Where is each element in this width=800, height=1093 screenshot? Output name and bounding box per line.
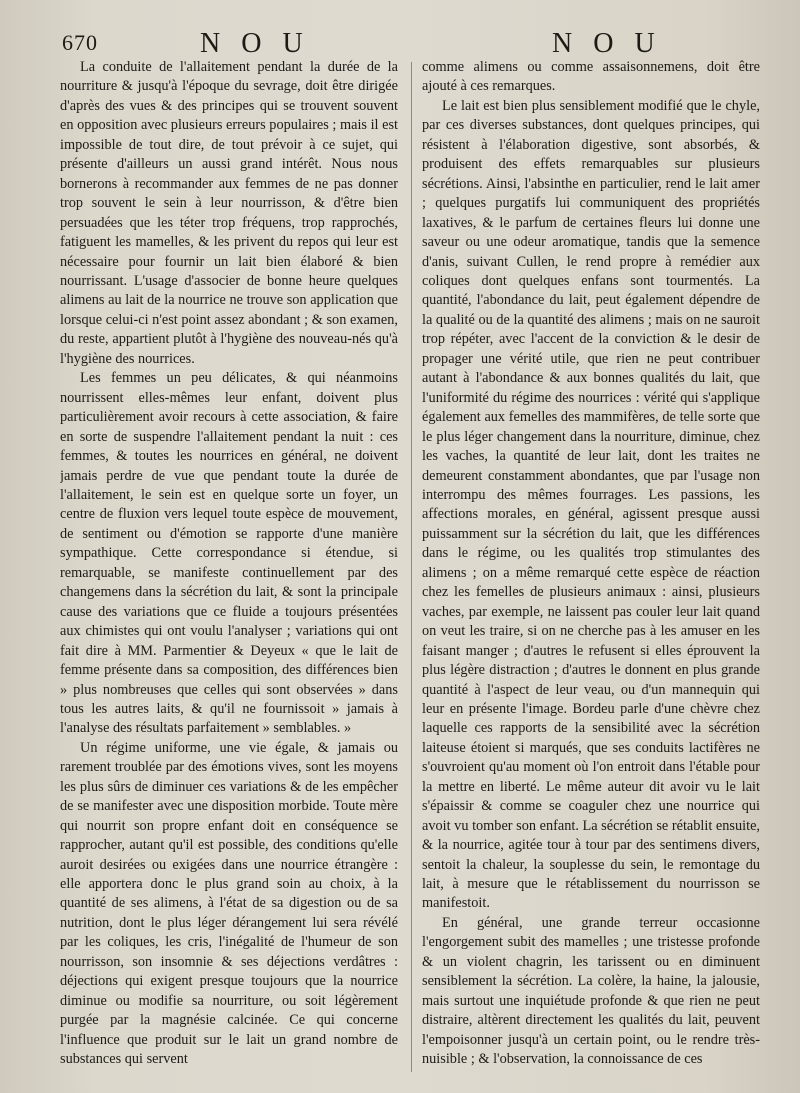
left-column <box>60 58 398 1088</box>
column-divider <box>411 62 412 1072</box>
paragraph: Les femmes un peu délicates, & qui néanmoins nourrissent elles-mêmes leur enfant, doivent plus particulièrement avoir recours à cette association, & faire en sorte de suspendre l'allaitement pendant la nuit : ces femmes, & toutes les nourrices en général, ne doivent jamais perdre de vue que pendant toute la durée de l'allaitement, le sein est en quelque sorte un foyer, un centre de fluxion vers lequel toute espèce de mouvement, de sentiment ou d'émotion se rapporte d'une manière sympathique. Cette correspondance si étendue, si remarquable, se manifeste continuellement par des changemens dans la sécrétion du lait, & sont la principale cause des variations que ce fluide a toujours présentées aux chimistes qui ont voulu l'analyser ; variations qui ont fait dire à MM. Parmentier & Deyeux « que le lait de femme présente dans sa composition, des différences bien » plus nombreuses que celles qui sont observées » dans tous les autres laits, & qu'il ne fournissoit » jamais à l'analyse des résultats parfaitement » semblables. » <box>60 370 398 737</box>
page-header <box>0 28 800 58</box>
paragraph: comme alimens ou comme assaisonnemens, doit être ajouté à ces remarques. <box>422 59 760 95</box>
page-number: 670 <box>62 30 98 55</box>
right-column <box>422 58 760 1088</box>
running-head-right: N O U <box>552 28 662 59</box>
running-head-left: N O U <box>200 28 310 59</box>
paragraph: La conduite de l'allaitement pendant la durée de la nourriture & jusqu'à l'époque du sevrage, doit être dirigée d'après des vues & des principes qui se trouvent souvent en opposition avec plusieurs erreurs populaires ; mais il est impossible de tout dire, de tout prévoir à ce sujet, qui présente d'ailleurs un aussi grand intérêt. Nous nous bornerons à recommander aux femmes de ne pas donner trop souvent le sein à leur nourrisson, & d'être bien persuadées que les téter trop fréquens, trop rapprochés, fatiguent les mamelles, & les privent du repos qui leur est nécessaire pour fournir un lait bien élaboré & bien nourrissant. L'usage d'associer de bonne heure quelques alimens au lait de la nourrice ne trouve son application que lorsque celui-ci n'est point assez abondant ; & son examen, du reste, appartient plutôt à l'hygiène des nouveau-nés qu'à l'hygiène des nourrices. <box>60 59 398 367</box>
paragraph: En général, une grande terreur occasionne l'engorgement subit des mamelles ; une tristesse profonde & un violent chagrin, les tarissent ou en diminuent sensiblement la sécrétion. La colère, la haine, la jalousie, mais surtout une inquiétude profonde & que rien ne peut distraire, altèrent directement les qualités du lait, peuvent l'empoisonner jusqu'à un certain point, ou le rendre très-nuisible ; & l'observation, la connoissance de ces <box>422 914 760 1068</box>
paragraph: Le lait est bien plus sensiblement modifié que le chyle, par ces diverses substances, dont quelques principes, qui résistent à l'élaboration digestive, sont absorbés, & produisent des effets remarquables sur plusieurs sécrétions. Ainsi, l'absinthe en particulier, rend le lait amer ; quelques purgatifs lui communiquent des propriétés laxatives, & le parfum de certaines fleurs lui donne une saveur ou une odeur aromatique, tandis que la semence d'anis, suivant Cullen, le rend propre à remédier aux coliques dont quelques enfans sont tourmentés. La quantité, l'abondance du lait, peut également dépendre de la qualité ou de la quantité des alimens ; mais on ne sauroit trop répéter, avec l'accent de la conviction & le desir de propager une vérité utile, que rien ne peut contribuer autant à l'abondance & aux bonnes qualités du lait, que l'uniformité du régime des nourrices : vérité qui s'applique également aux femelles des mammifères, de telle sorte que le plus léger changement dans la nourriture, diminue, chez les vaches, la quantité de leur lait, dont les traites ne demeurent constamment abondantes, que par l'usage non interrompu des mêmes fourrages. Les passions, les affections morales, en général, agissent presque aussi puissamment sur la sécrétion du lait, que les différences dans le régime, ou les qualités trop stimulantes des alimens ; on a même remarqué cette espèce de réaction chez les femelles de plusieurs animaux : ainsi, plusieurs vaches, par exemple, ne laissent pas couler leur lait quand on veut les traire, si on ne cherche pas à les amuser en les faisant manger ; d'autres le refusent si elles éprouvent la plus légère distraction ; d'autres le donnent en plus grande quantité à l'aspect de leur veau, ou d'un mannequin qui leur en présente l'image. Bordeu parle d'une chèvre chez laquelle ces rapports de la sensibilité avec la sécrétion laiteuse étoient si marqués, que ses conduits lactifères ne s'ouvroient qu'au moment où l'on entroit dans l'étable pour la mettre en liberté. Le même auteur dit avoir vu le lait s'épaissir & comme se coaguler chez une nourrice qui avoit vu tomber son enfant. La sécrétion se rétablit ensuite, & la nourrice, agitée tour à tour par des sentimens divers, sentoit la chaleur, la souplesse du sein, le remontage du lait, à mesure que le rétablissement du nourrisson se manifestoit. <box>422 97 760 912</box>
paragraph: Un régime uniforme, une vie égale, & jamais ou rarement troublée par des émotions vives, sont les moyens les plus sûrs de diminuer ces variations & de les empêcher de se manifester avec une disposition morbide. Toute mère qui nourrit son propre enfant doit en conséquence se rapprocher, autant qu'il est possible, des conditions qu'elle auroit desirées ou exigées dans une nourrice étrangère : elle apportera donc le plus grand soin au choix, à la quantité de ses alimens, à l'état de sa digestion ou de sa nutrition, dont le plus léger dérangement lui sera révélé par les coliques, les cris, l'inégalité de l'humeur de son nourrisson, son insomnie & ses déjections verdâtres : déjections qui exigent presque toujours que la nourrice diminue ou modifie sa nourriture, ou soit légèrement purgée par la magnésie calcinée. Ce qui concerne l'influence que produit sur le lait un grand nombre de substances qui servent <box>60 739 398 1068</box>
